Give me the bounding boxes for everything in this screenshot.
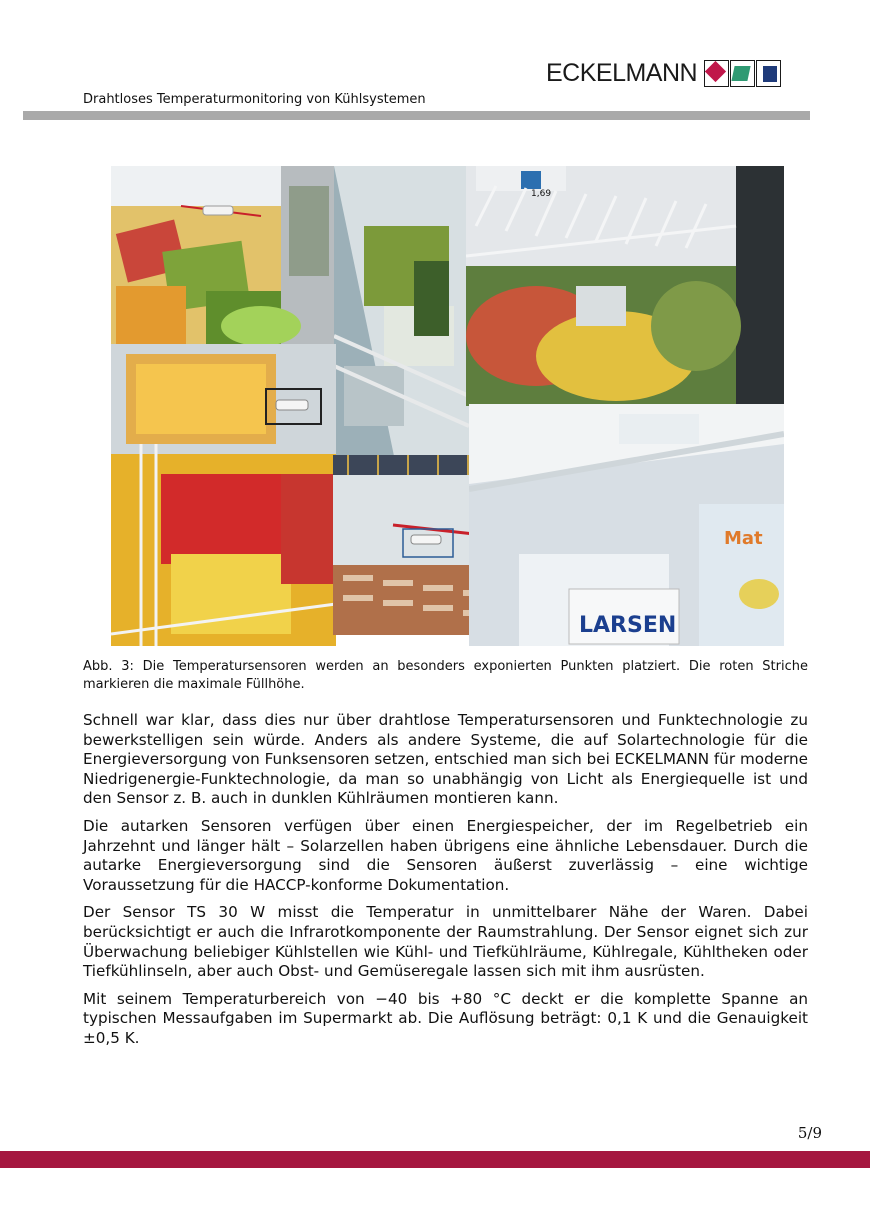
- header-rule: [23, 111, 810, 120]
- logo-square-green: [730, 60, 755, 87]
- larsen-label: LARSEN: [579, 613, 677, 638]
- logo-square-blue: [756, 60, 781, 87]
- figure-caption: Abb. 3: Die Temperatursensoren werden an besonders exponierten Punkten platziert. Die roten Striche markieren die maximale Füllhöhe.: [83, 659, 808, 692]
- paragraph-wireless: Schnell war klar, dass dies nur über drahtlose Temperatursensoren und Funktechnologie zu bewerkstelligen sein würde. Anders als andere Systeme, die auf Solartechnologie für die Energieversorgung von Funksensoren setzen, entschied man sich bei ECKELMANN für moderne Niedrigenergie-Funktechnologie, da man so unabhängig von Licht als Energiequelle ist und den Sensor z. B. auch in dunklen Kühlräumen montieren kann.: [83, 711, 808, 808]
- paragraph-sensor-ts30w: Der Sensor TS 30 W misst die Temperatur in unmittelbarer Nähe der Waren. Dabei berücksichtigt er auch die Infrarotkomponente der Raumstrahlung. Der Sensor eignet sich zur Überwachung beliebiger Kühlstellen wie Kühl- und Tiefkühlräume, Kühlregale, Kühltheken oder Tiefkühlinseln, aber auch Obst- und Gemüseregale lassen sich mit ihm ausrüsten.: [83, 903, 808, 981]
- photo-shelf-middle: [334, 166, 469, 456]
- photo-larsen-freezer: [469, 404, 784, 646]
- price-label: 1,69: [531, 189, 552, 199]
- photo-wire-rack-top-right: [466, 166, 784, 406]
- product-label: Mat: [724, 528, 763, 549]
- paragraph-energy-storage: Die autarken Sensoren verfügen über einen Energiespeicher, der im Regelbetrieb ein Jahrzehnt und länger hält – Solarzellen haben übrigens eine ähnliche Lebensdauer. Durch die autarke Energieversorgung sind die Sensoren äußerst zuverlässig – eine wichtige Voraussetzung für die HACCP-konforme Dokumentation.: [83, 816, 808, 894]
- sensor-photo-collage: [111, 166, 784, 646]
- logo-wordmark: ECKELMANN: [546, 59, 698, 87]
- eckelmann-logo: [546, 58, 781, 88]
- document-title: Drahtloses Temperaturmonitoring von Kühlsystemen: [83, 92, 426, 107]
- body-text: [83, 711, 808, 1057]
- photo-freezer-top-left: [111, 166, 336, 346]
- page-number: 5/9: [797, 1124, 822, 1142]
- photo-freezer-fries: [111, 344, 336, 646]
- paragraph-temperature-range: Mit seinem Temperaturbereich von −40 bis +80 °C deckt er die komplette Spanne an typischen Messaufgaben im Supermarkt ab. Die Auflösung beträgt: 0,1 K und die Genauigkeit ±0,5 K.: [83, 989, 808, 1047]
- footer-bar: [0, 1151, 870, 1168]
- logo-squares: [703, 60, 781, 87]
- logo-square-red: [704, 60, 729, 87]
